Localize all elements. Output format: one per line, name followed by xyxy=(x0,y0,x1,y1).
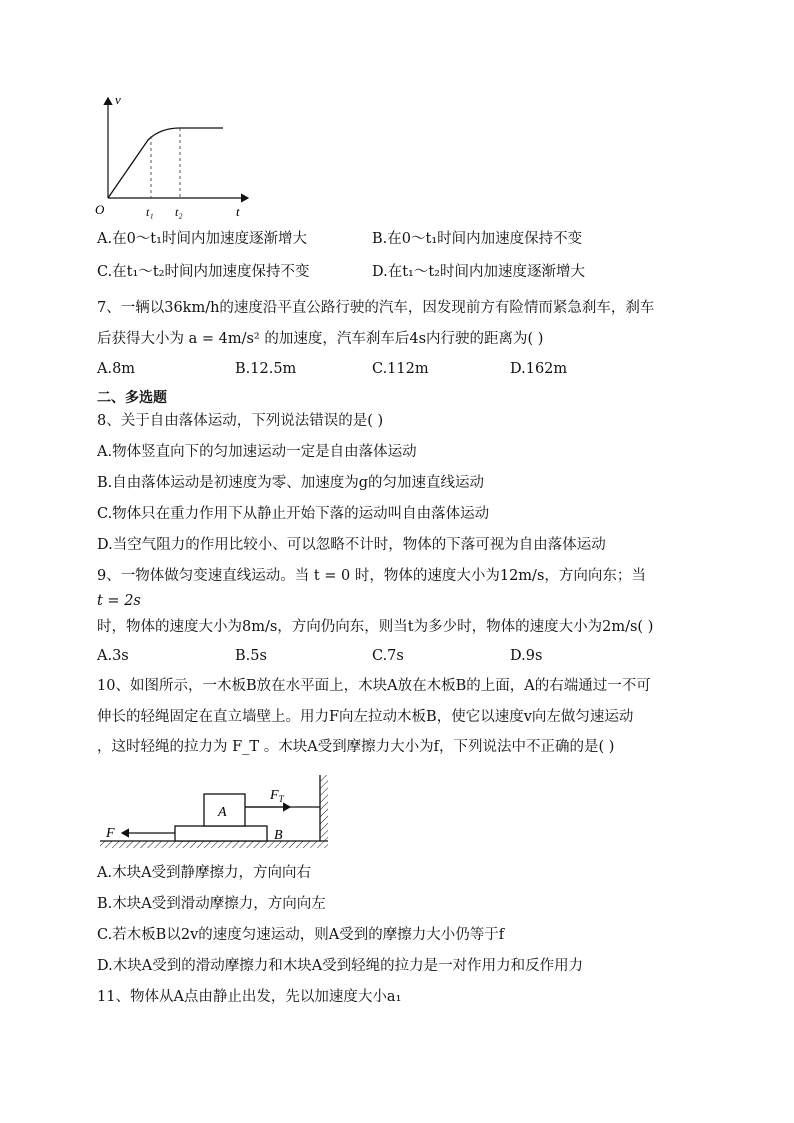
q9-option-c: C.7s xyxy=(372,648,404,664)
q7-option-a: A.8m xyxy=(97,361,136,377)
q8-option-a: A.物体竖直向下的匀加速运动一定是自由落体运动 xyxy=(97,444,417,460)
q6-option-b: B.在0～t₁时间内加速度保持不变 xyxy=(372,231,583,247)
q9-option-d: D.9s xyxy=(510,648,543,664)
q10-stem-line1: 10、如图所示，一木板B放在水平面上，木块A放在木板B的上面，A的右端通过一不可 xyxy=(97,678,651,694)
q6-option-a: A.在0～t₁时间内加速度逐渐增大 xyxy=(97,231,307,247)
block-a-label: A xyxy=(218,805,227,820)
q10-option-c: C.若木板B以2v的速度匀速运动，则A受到的摩擦力大小仍等于f xyxy=(97,927,505,943)
q10-option-a: A.木块A受到静摩擦力，方向向右 xyxy=(97,865,312,881)
board-b xyxy=(175,826,267,841)
axis-label-v: v xyxy=(115,92,121,107)
ground-hatch xyxy=(100,841,328,848)
q9-stem-line1: 9、一物体做匀变速直线运动。当 t = 0 时，物体的速度大小为12m/s，方向向东；当 xyxy=(97,568,646,584)
wall-hatch xyxy=(320,775,328,841)
q9-option-b: B.5s xyxy=(235,648,267,664)
q10-option-d: D.木块A受到的滑动摩擦力和木块A受到轻绳的拉力是一对作用力和反作用力 xyxy=(97,958,584,974)
origin-label: O xyxy=(95,202,105,217)
board-b-label: B xyxy=(274,828,283,843)
q7-stem-line1: 7、一辆以36km/h的速度沿平直公路行驶的汽车，因发现前方有险情而紧急刹车，刹车 xyxy=(97,300,655,316)
q9-stem-line3: 时，物体的速度大小为8m/s，方向仍向东，则当t为多少时，物体的速度大小为2m/s( ) xyxy=(97,619,654,635)
q9-stem-line2: t = 2s xyxy=(97,593,141,609)
q8-option-d: D.当空气阻力的作用比较小、可以忽略不计时，物体的下落可视为自由落体运动 xyxy=(97,537,606,553)
q10-stem-line3: ，这时轻绳的拉力为 F_T 。木块A受到摩擦力大小为f，下列说法中不正确的是( ) xyxy=(97,739,615,755)
pull-force-label: F xyxy=(106,826,115,841)
q7-stem-line2: 后获得大小为 a = 4m/s² 的加速度，汽车刹车后4s内行驶的距离为( ) xyxy=(97,331,544,347)
q10-stem-line2: 伸长的轻绳固定在直立墙壁上。用力F向左拉动木板B，使它以速度v向左做匀速运动 xyxy=(97,709,634,725)
q6-option-c: C.在t₁～t₂时间内加速度保持不变 xyxy=(97,264,310,280)
q10-option-b: B.木块A受到滑动摩擦力，方向向左 xyxy=(97,896,326,912)
q11-stem-line1: 11、物体从A点由静止出发，先以加速度大小a₁ xyxy=(97,989,402,1005)
section-title-multiple-choice: 二、多选题 xyxy=(97,390,167,406)
q6-option-d: D.在t₁～t₂时间内加速度逐渐增大 xyxy=(372,264,585,280)
velocity-time-graph xyxy=(90,88,260,223)
velocity-curve xyxy=(108,128,223,198)
tick-label-t2: t₂ xyxy=(175,205,183,219)
block-board-diagram xyxy=(100,775,340,855)
q9-option-a: A.3s xyxy=(97,648,129,664)
q7-option-b: B.12.5m xyxy=(235,361,297,377)
tension-label: $F_T$ xyxy=(270,788,284,804)
q8-option-c: C.物体只在重力作用下从静止开始下落的运动叫自由落体运动 xyxy=(97,506,490,522)
tick-label-t1: t₁ xyxy=(146,205,154,219)
q7-option-d: D.162m xyxy=(510,361,568,377)
axis-label-t: t xyxy=(236,204,240,219)
q8-option-b: B.自由落体运动是初速度为零、加速度为g的匀加速直线运动 xyxy=(97,475,485,491)
q7-option-c: C.112m xyxy=(372,361,429,377)
q8-stem: 8、关于自由落体运动，下列说法错误的是( ) xyxy=(97,413,384,429)
